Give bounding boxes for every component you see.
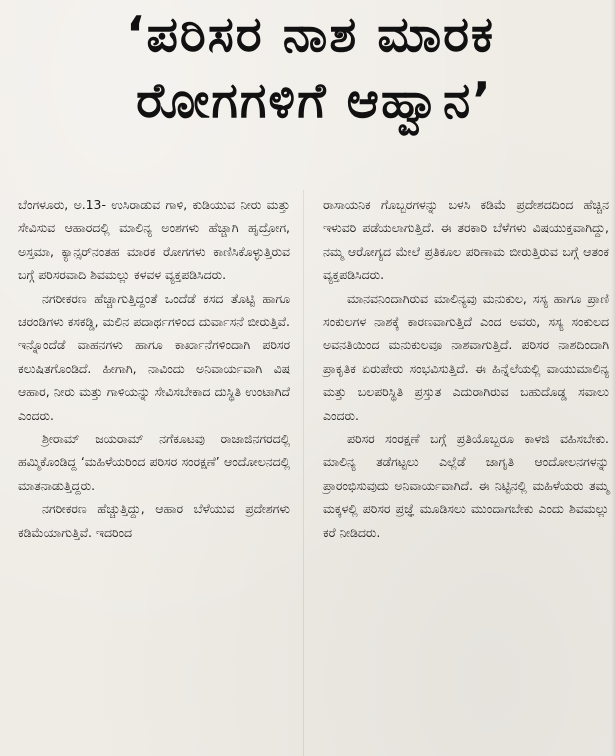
page-edge	[611, 0, 615, 756]
left-column	[18, 193, 290, 544]
paragraph: ರಾಸಾಯನಿಕ ಗೊಬ್ಬರಗಳನ್ನು ಬಳಸಿ ಕಡಿಮೆ ಪ್ರದೇಶದದಿಂದ ಹೆಚ್ಚಿನ ಇಳುವರಿ ಪಡೆಯಲಾಗುತ್ತಿದೆ. ಈ ತರಕಾರಿ ಬೆಳೆಗಳು ವಿಷಯುಕ್ತವಾಗಿದ್ದು, ನಮ್ಮ ಆರೋಗ್ಯದ ಮೇಲೆ ಪ್ರತಿಕೂಲ ಪರಿಣಾಮ ಬೀರುತ್ತಿರುವ ಬಗ್ಗೆ ಆತಂಕ ವ್ಯಕ್ತಪಡಿಸಿದರು.	[323, 197, 609, 283]
paragraph: ಶ್ರೀರಾಮ್ ಜಯರಾಮ್ ನಗೆಕೂಟವು ರಾಜಾಜಿನಗರದಲ್ಲಿ ಹಮ್ಮಿಕೊಂಡಿದ್ದ ‘ಮಹಿಳೆಯರಿಂದ ಪರಿಸರ ಸಂರಕ್ಷಣೆ’ ಆಂದೋಲನದಲ್ಲಿ ಮಾತನಾಡುತ್ತಿದ್ದರು.	[18, 431, 290, 493]
paragraph: ಪರಿಸರ ಸಂರಕ್ಷಣೆ ಬಗ್ಗೆ ಪ್ರತಿಯೊಬ್ಬರೂ ಕಾಳಜಿ ವಹಿಸಬೇಕು. ಮಾಲಿನ್ಯ ತಡೆಗಟ್ಟಲು ಎಲ್ಲೆಡೆ ಜಾಗೃತಿ ಆಂದೋಲನಗಳನ್ನು ಪ್ರಾರಂಭಿಸುವುದು ಅನಿವಾರ್ಯವಾಗಿದೆ. ಈ ನಿಟ್ಟಿನಲ್ಲಿ ಮಹಿಳೆಯರು ತಮ್ಮ ಮಕ್ಕಳಲ್ಲಿ ಪರಿಸರ ಪ್ರಜ್ಞೆ ಮೂಡಿಸಲು ಮುಂದಾಗಬೇಕು ಎಂದು ಶಿವಮಲ್ಲು ಕರೆ ನೀಡಿದರು.	[323, 431, 609, 540]
right-column	[323, 193, 609, 544]
headline	[0, 2, 615, 134]
paragraph: ನಗರೀಕರಣ ಹೆಚ್ಚುತ್ತಿದ್ದು, ಆಹಾರ ಬೆಳೆಯುವ ಪ್ರದೇಶಗಳು ಕಡಿಮೆಯಾಗುತ್ತಿವೆ. ಇದರಿಂದ	[18, 501, 290, 540]
paragraph: ಮಾನವನಿಂದಾಗಿರುವ ಮಾಲಿನ್ಯವು ಮನುಕುಲ, ಸಸ್ಯ ಹಾಗೂ ಪ್ರಾಣಿ ಸಂಕುಲಗಳ ನಾಶಕ್ಕೆ ಕಾರಣವಾಗುತ್ತಿದೆ ಎಂದ ಅವರು, ಸಸ್ಯ ಸಂಕುಲದ ಅವನತಿಯಿಂದ ಮನುಕುಲವೂ ನಾಶವಾಗುತ್ತಿದೆ. ಪರಿಸರ ನಾಶದಿಂದಾಗಿ ಪ್ರಾಕೃತಿಕ ಏರುಪೇರು ಸಂಭವಿಸುತ್ತಿದೆ. ಈ ಹಿನ್ನೆಲೆಯಲ್ಲಿ ವಾಯುಮಾಲಿನ್ಯ ಮತ್ತು ಬಲಪರಿಸ್ಥಿತಿ ಪ್ರಸ್ತುತ ಎದುರಾಗಿರುವ ಬಹುದೊಡ್ಡ ಸವಾಲು ಎಂದರು.	[323, 290, 609, 423]
paragraph: ಬೆಂಗಳೂರು, ಅ.13- ಉಸಿರಾಡುವ ಗಾಳಿ, ಕುಡಿಯುವ ನೀರು ಮತ್ತು ಸೇವಿಸುವ ಆಹಾರದಲ್ಲಿ ಮಾಲಿನ್ಯ ಅಂಶಗಳು ಹೆಚ್ಚಾಗಿ ಹೃದ್ರೋಗ, ಅಸ್ತಮಾ, ಕ್ಯಾನ್ಸರ್‌ನಂತಹ ಮಾರಕ ರೋಗಗಳು ಕಾಣಿಸಿಕೊಳ್ಳುತ್ತಿರುವ ಬಗ್ಗೆ ಪರಿಸರವಾದಿ ಶಿವಮಲ್ಲು ಕಳವಳ ವ್ಯಕ್ತಪಡಿಸಿದರು.	[18, 197, 290, 283]
article-body	[18, 193, 609, 756]
headline-line-1: ‘ಪರಿಸರ ನಾಶ ಮಾರಕ	[125, 6, 496, 63]
paragraph: ನಗರೀಕರಣ ಹೆಚ್ಚಾಗುತ್ತಿದ್ದಂತೆ ಒಂದೆಡೆ ಕಸದ ತೊಟ್ಟಿ ಹಾಗೂ ಚರಂಡಿಗಳು ಕಸಕಡ್ಡಿ, ಮಲಿನ ಪದಾರ್ಥಗಳಿಂದ ದುರ್ವಾಸನೆ ಬೀರುತ್ತಿವೆ. ಇನ್ನೊಂದೆಡೆ ವಾಹನಗಳು ಹಾಗೂ ಕಾರ್ಖಾನೆಗಳಿಂದಾಗಿ ಪರಿಸರ ಕಲುಷಿತಗೊಂಡಿದೆ. ಹೀಗಾಗಿ, ನಾವಿಂದು ಅನಿವಾರ್ಯವಾಗಿ ವಿಷ ಆಹಾರ, ನೀರು ಮತ್ತು ಗಾಳಿಯನ್ನು ಸೇವಿಸಬೇಕಾದ ದುಸ್ಥಿತಿ ಉಂಟಾಗಿದೆ ಎಂದರು.	[18, 290, 290, 423]
headline-line-2: ರೋಗಗಳಿಗೆ ಆಹ್ವಾನ’	[136, 72, 493, 129]
